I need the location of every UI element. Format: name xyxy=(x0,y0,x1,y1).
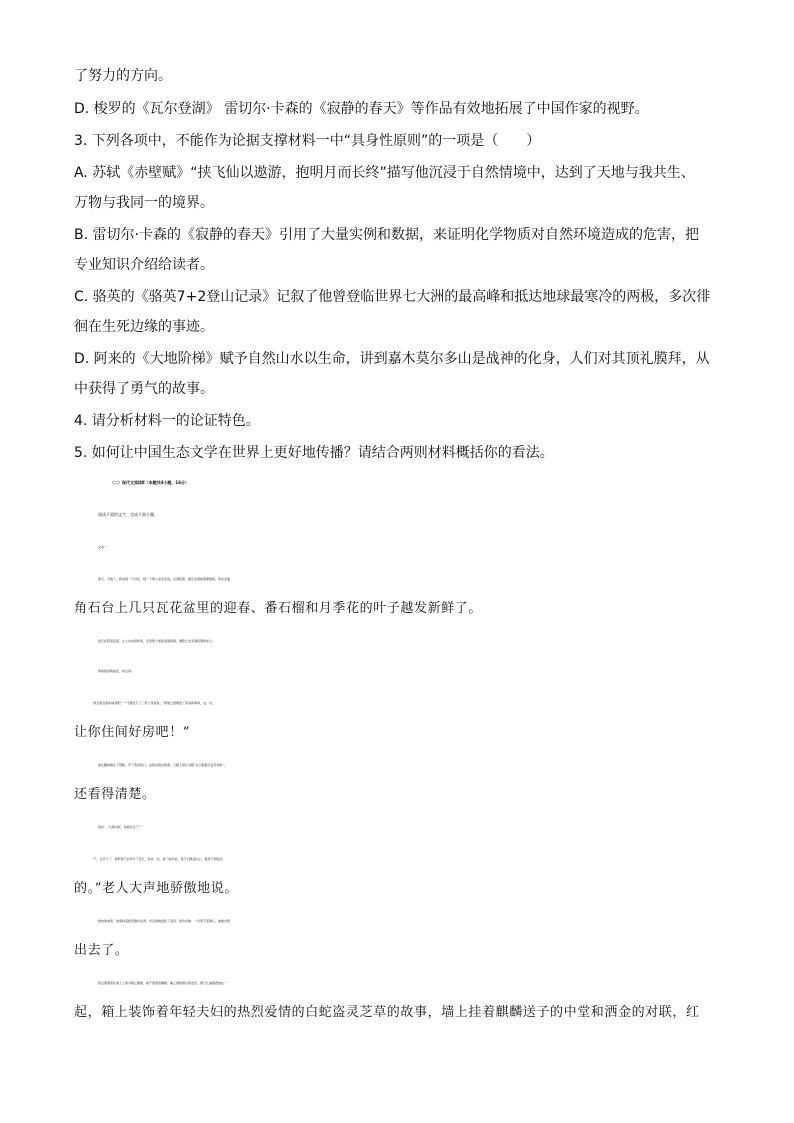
story-paragraph: 角石台上几只瓦花盆里的迎春、番石榴和月季花的叶子越发新鲜了。 xyxy=(74,601,483,616)
option-b-line2: 专业知识介绍给读者。 xyxy=(74,257,214,273)
story-paragraph: 还看得清楚。 xyxy=(74,787,156,802)
option-d-line1: D. 阿来的《大地阶梯》赋予自然山水以生命，讲到嘉木莫尔多山是战神的化身，人们对其顶礼膜拜，从 xyxy=(74,351,710,367)
option-d-line2: 中获得了勇气的故事。 xyxy=(74,381,214,397)
story-paragraph: “我还是住那间南房吧！”“不要住它了，”老人笑着说，“那里已经堆放了家具和柴草，这一次， xyxy=(92,701,216,705)
story-paragraph: 我正在院里张望，主人出来招呼我，还是那个宽脸庞黑胡须、满脸红光充满希望的老人。 xyxy=(98,639,216,643)
story-paragraph: 的。”老人大声地骄傲地说。 xyxy=(74,881,238,896)
story-paragraph: 出去了。 xyxy=(74,943,129,958)
text-label: 文本一： xyxy=(98,545,111,549)
question-3: 3. 下列各项中，不能作为论据支撑材料一中“具身性原则”的一项是（ ） xyxy=(74,133,541,149)
instruction: 阅读下面的文字，完成下面小题。 xyxy=(98,512,158,517)
option-c-line1: C. 骆英的《骆英7+2登山记录》记叙了他曾登临世界七大洲的最高峰和抵达地球最寒冷的两极，多次徘 xyxy=(74,289,711,305)
text-line: 了努力的方向。 xyxy=(74,68,172,84)
option-d-previous: D. 梭罗的《瓦尔登湖》 雷切尔·卡森的《寂静的春天》等作品有效地拓展了中国作家的视野。 xyxy=(74,101,649,117)
question-4: 4. 请分析材料一的论证特色。 xyxy=(74,413,260,429)
story-paragraph: 我问：“儿媳妇呢，住娘家去了？” xyxy=(98,825,144,829)
story-paragraph: “不，去学习了，我那孩子去年升了连长，家来一次，接了她出去。孩子们愿意向上，我是不好阻挡 xyxy=(92,857,223,861)
story-paragraph: 我点着那留在桌子上的半截红蜡烛，屋子里更是耀眼。墙上的粉纸白得发光，两只红油箱叠放在一 xyxy=(98,981,228,985)
section-heading: （二）现代文阅读Ⅱ（本题共4小题，16分） xyxy=(110,480,189,485)
option-a-line1: A. 苏轼《赤壁赋》“挟飞仙以遨游，抱明月而长终”描写他沉浸于自然情境中，达到了天地与我共生、 xyxy=(74,165,695,181)
story-paragraph: 我向他说明来意，并且说： xyxy=(98,669,135,673)
story-paragraph: 起，箱上装饰着年轻夫妇的热烈爱情的白蛇盗灵芝草的故事，墙上挂着麒麟送子的中堂和洒金的对联，红 xyxy=(74,1005,700,1020)
story-paragraph: 让你住间好房吧！” xyxy=(74,725,191,740)
story-paragraph: 我向他恭喜。他照料着我安置好东西，问过我晚饭吃了没有。我告诉他：一切用不着费心。他就告辞 xyxy=(98,919,231,923)
option-b-line1: B. 雷切尔·卡森的《寂静的春天》引用了大量实例和数据，来证明化学物质对自然环境造成的危害，把 xyxy=(74,227,699,243)
option-c-line2: 徊在生死边缘的事迹。 xyxy=(74,319,214,335)
story-paragraph: 他从腰间掏出了钥匙，开了西房的门。这间房我也熟悉，门框上的红对联“白玉种蓝田百年和好”， xyxy=(98,763,228,767)
story-paragraph: 春天，天晚了，我来到一个村庄，到一个熟人家去住宿。走进院里，看见北窗前那棵梨树，和东北墙 xyxy=(98,577,231,581)
option-a-line2: 万物与我同一的境界。 xyxy=(74,195,214,211)
question-5: 5. 如何让中国生态文学在世界上更好地传播？请结合两则材料概括你的看法。 xyxy=(74,445,554,461)
